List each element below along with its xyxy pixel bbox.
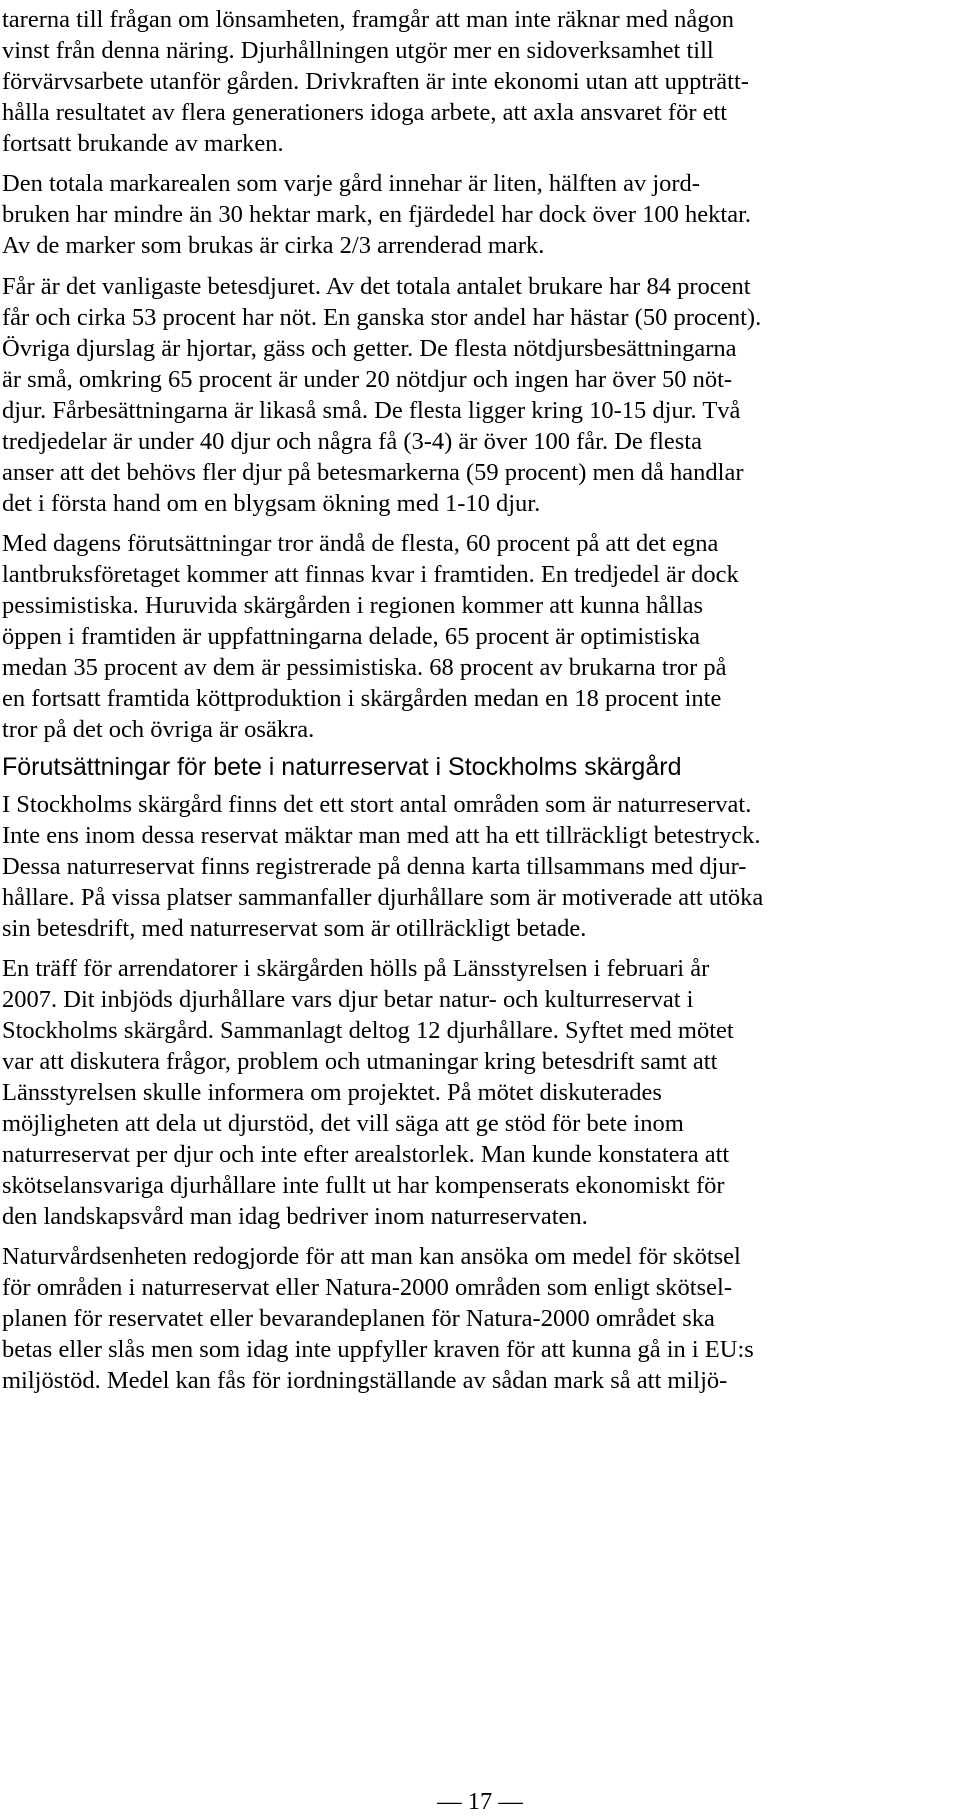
text-line: Med dagens förutsättningar tror ändå de flesta, 60 procent på att det egna (2, 530, 719, 557)
text-line: får och cirka 53 procent har nöt. En ganska stor andel har hästar (50 procent). (2, 304, 762, 331)
text-line: medan 35 procent av dem är pessimistiska. 68 procent av brukarna tror på (2, 654, 727, 681)
section-heading: Förutsättningar för bete i naturreservat i Stockholms skärgård (2, 753, 682, 781)
text-line: Inte ens inom dessa reservat mäktar man med att ha ett tillräckligt betestryck. (2, 822, 761, 849)
text-line: Övriga djurslag är hjortar, gäss och getter. De flesta nötdjursbesättningarna (2, 335, 737, 362)
text-line: fortsatt brukande av marken. (2, 130, 284, 157)
text-line: anser att det behövs fler djur på betesmarkerna (59 procent) men då handlar (2, 459, 744, 486)
text-line: Naturvårdsenheten redogjorde för att man kan ansöka om medel för skötsel (2, 1243, 741, 1270)
text-line: tror på det och övriga är osäkra. (2, 716, 315, 743)
text-line: planen för reservatet eller bevarandeplanen för Natura-2000 området ska (2, 1305, 715, 1332)
paragraph-nature-reserves (2, 789, 958, 944)
text-line: förvärvsarbete utanför gården. Drivkraften är inte ekonomi utan att uppträtt- (2, 68, 749, 95)
text-line: tredjedelar är under 40 djur och några få (3-4) är över 100 får. De flesta (2, 428, 702, 455)
paragraph-land-area (2, 168, 958, 261)
text-line: En träff för arrendatorer i skärgården hölls på Länsstyrelsen i februari år (2, 955, 710, 982)
text-line: Får är det vanligaste betesdjuret. Av det totala antalet brukare har 84 procent (2, 273, 751, 300)
paragraph-profitability (2, 4, 958, 159)
paragraph-future-outlook (2, 528, 958, 745)
text-line: den landskapsvård man idag bedriver inom naturreservaten. (2, 1203, 588, 1230)
text-line: för områden i naturreservat eller Natura-2000 områden som enligt skötsel- (2, 1274, 732, 1301)
text-line: I Stockholms skärgård finns det ett stort antal områden som är naturreservat. (2, 791, 752, 818)
text-line: betas eller slås men som idag inte uppfyller kraven för att kunna gå in i EU:s (2, 1336, 754, 1363)
text-line: en fortsatt framtida köttproduktion i skärgården medan en 18 procent inte (2, 685, 722, 712)
text-line: skötselansvariga djurhållare inte fullt ut har kompenserats ekonomiskt för (2, 1172, 725, 1199)
text-line: var att diskutera frågor, problem och utmaningar kring betesdrift samt att (2, 1048, 718, 1075)
text-line: hållare. På vissa platser sammanfaller djurhållare som är motiverade att utöka (2, 884, 764, 911)
text-line: hålla resultatet av flera generationers idoga arbete, att axla ansvaret för ett (2, 99, 728, 126)
paragraph-meeting (2, 953, 958, 1232)
text-line: är små, omkring 65 procent är under 20 nötdjur och ingen har över 50 nöt- (2, 366, 733, 393)
text-line: pessimistiska. Huruvida skärgården i regionen kommer att kunna hållas (2, 592, 704, 619)
paragraph-nature-unit (2, 1241, 958, 1396)
text-line: Dessa naturreservat finns registrerade på denna karta tillsammans med djur- (2, 853, 747, 880)
text-line: lantbruksföretaget kommer att finnas kvar i framtiden. En tredjedel är dock (2, 561, 739, 588)
text-line: sin betesdrift, med naturreservat som är otillräckligt betade. (2, 915, 587, 942)
text-line: 2007. Dit inbjöds djurhållare vars djur betar natur- och kulturreservat i (2, 986, 694, 1013)
text-line: miljöstöd. Medel kan fås för iordningställande av sådan mark så att miljö- (2, 1367, 728, 1394)
text-line: djur. Fårbesättningarna är likaså små. De flesta ligger kring 10-15 djur. Två (2, 397, 741, 424)
text-line: Den totala markarealen som varje gård innehar är liten, hälften av jord- (2, 170, 700, 197)
paragraph-livestock (2, 271, 958, 519)
text-line: Länsstyrelsen skulle informera om projektet. På mötet diskuterades (2, 1079, 662, 1106)
page-number: — 17 — (437, 1788, 523, 1815)
text-line: tarerna till frågan om lönsamheten, framgår att man inte räknar med någon (2, 6, 734, 33)
text-line: det i första hand om en blygsam ökning med 1-10 djur. (2, 490, 541, 517)
text-line: bruken har mindre än 30 hektar mark, en fjärdedel har dock över 100 hektar. (2, 201, 751, 228)
text-line: naturreservat per djur och inte efter arealstorlek. Man kunde konstatera att (2, 1141, 730, 1168)
text-line: Stockholms skärgård. Sammanlagt deltog 12 djurhållare. Syftet med mötet (2, 1017, 734, 1044)
text-line: möjligheten att dela ut djurstöd, det vill säga att ge stöd för bete inom (2, 1110, 684, 1137)
text-line: öppen i framtiden är uppfattningarna delade, 65 procent är optimistiska (2, 623, 701, 650)
text-line: Av de marker som brukas är cirka 2/3 arrenderad mark. (2, 232, 545, 259)
text-line: vinst från denna näring. Djurhållningen utgör mer en sidoverksamhet till (2, 37, 714, 64)
